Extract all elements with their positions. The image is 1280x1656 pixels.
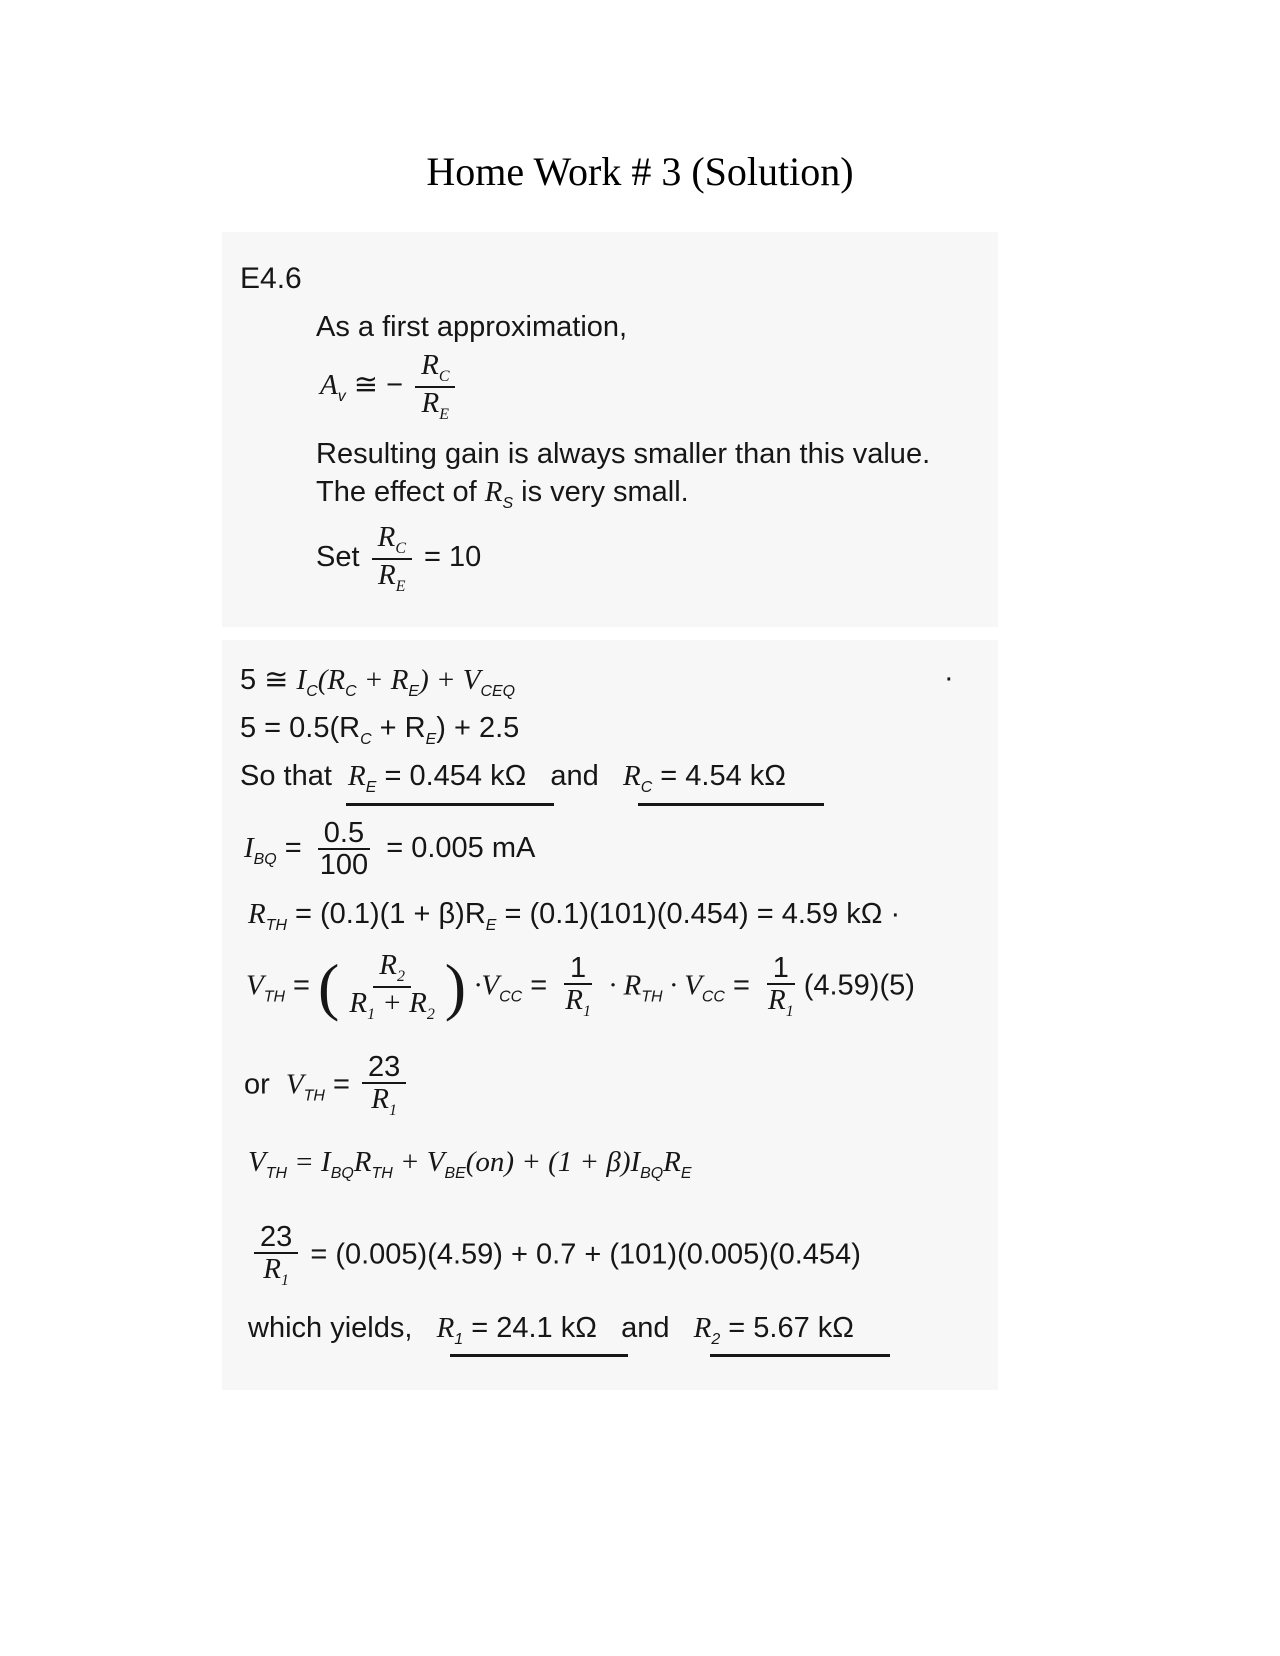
l1-d: + R xyxy=(356,664,409,696)
gain-num: R xyxy=(421,349,439,381)
set-den-sub: E xyxy=(395,577,406,595)
l2-b-sub: E xyxy=(425,730,437,748)
l1-a: 5 ≅ xyxy=(240,664,297,696)
set-den: R xyxy=(378,558,396,591)
rth-vcc: · R xyxy=(608,969,642,1002)
rth-vcc2: · V xyxy=(662,969,702,1002)
r1-a: R xyxy=(565,984,583,1017)
rth-dot: · xyxy=(890,898,901,930)
rc-result: R xyxy=(622,760,641,792)
one-a: 1 xyxy=(564,953,592,985)
eq-line-2 xyxy=(240,712,519,749)
kvl-d: + V xyxy=(392,1146,445,1178)
r2-result: R xyxy=(693,1312,712,1344)
vth-equation xyxy=(246,950,915,1024)
kvl-e-sub: BQ xyxy=(640,1164,664,1182)
div-num: R xyxy=(379,949,397,982)
23-over-r1-final xyxy=(254,1222,298,1290)
note2-sub: S xyxy=(502,494,514,512)
gain-num-sub: C xyxy=(438,367,450,385)
so-that-label: So that xyxy=(240,760,332,792)
ibq: I xyxy=(244,832,254,865)
l1-d-sub: E xyxy=(408,682,420,700)
intro-first-approx: As a first approximation, xyxy=(316,311,628,343)
underline-r2 xyxy=(710,1354,890,1357)
vth: V xyxy=(246,969,264,1002)
one-over-r1-b xyxy=(762,953,800,1021)
kvl-b: = I xyxy=(286,1146,331,1178)
note2-var: R xyxy=(484,476,503,508)
kvl-f: R xyxy=(663,1146,681,1178)
yields-line xyxy=(248,1312,854,1349)
left-paren: ( xyxy=(318,951,340,1022)
rth-expr-sub: E xyxy=(485,916,497,934)
vth-tail: (4.59)(5) xyxy=(803,969,915,1002)
vth-eq2: = xyxy=(530,969,548,1002)
and-1: and xyxy=(550,760,599,792)
l2-a: 5 = 0.5(R xyxy=(240,712,361,744)
page-title: Home Work # 3 (Solution) xyxy=(426,149,854,194)
underline-re xyxy=(346,803,554,806)
rth-sub: TH xyxy=(265,916,287,934)
div-den-b-sub: 2 xyxy=(426,1005,435,1023)
div-num-sub: 2 xyxy=(396,968,405,986)
gain-lhs: A xyxy=(320,369,338,402)
ibq-num: 0.5 xyxy=(318,818,370,850)
gain-den: R xyxy=(421,386,440,419)
rth-equation xyxy=(248,898,900,935)
rth-vcc-sub: TH xyxy=(641,988,663,1006)
div-den-a: R xyxy=(349,987,368,1019)
set-num-sub: C xyxy=(395,539,406,557)
23-over-r1 xyxy=(362,1052,406,1120)
one-over-r1-a xyxy=(559,953,597,1021)
div-den-a-sub: 1 xyxy=(367,1005,376,1023)
l2-b: + R xyxy=(371,712,426,744)
vth-eq3: = xyxy=(733,969,750,1002)
or-eq: = xyxy=(332,1068,350,1101)
kvl-equation xyxy=(248,1146,692,1183)
l2-a-sub: C xyxy=(360,730,372,748)
kvl-c-sub: TH xyxy=(371,1164,393,1182)
and-2: and xyxy=(621,1312,670,1344)
re-result-sub: E xyxy=(365,778,377,796)
r1-c: R xyxy=(371,1083,389,1116)
set-equation xyxy=(316,522,481,595)
underline-rc xyxy=(638,803,824,806)
eq-line-1 xyxy=(240,662,515,701)
vcc: ·V xyxy=(474,969,500,1002)
kvl-e: (on) + (1 + β)I xyxy=(465,1146,641,1178)
ibq-result: = 0.005 mA xyxy=(386,832,536,865)
l1-c-sub: C xyxy=(345,682,357,700)
n23-b: 23 xyxy=(254,1222,298,1254)
so-that-line xyxy=(240,760,786,797)
l1-e: ) + V xyxy=(419,664,481,696)
re-result: R xyxy=(348,760,366,792)
yields-label: which yields, xyxy=(248,1312,413,1344)
r2-result-sub: 2 xyxy=(711,1330,721,1348)
vth2-sub: TH xyxy=(303,1087,325,1105)
ibq-sub: BQ xyxy=(253,850,277,868)
vth2: V xyxy=(285,1068,304,1101)
r1-d: R xyxy=(263,1253,281,1286)
kvl-d-sub: BE xyxy=(444,1164,466,1182)
intro-note-2 xyxy=(316,476,689,513)
ibq-den: 100 xyxy=(319,849,369,882)
r1-result-sub: 1 xyxy=(454,1330,464,1348)
vth-sub: TH xyxy=(263,988,285,1006)
vth-eq: = xyxy=(293,969,310,1002)
r1-value: = 24.1 kΩ xyxy=(463,1312,597,1344)
ibq-eq: = xyxy=(284,832,302,865)
rth-result: = (0.1)(101)(0.454) = 4.59 kΩ xyxy=(496,898,883,930)
gain-equation xyxy=(320,350,459,423)
n23-a: 23 xyxy=(362,1052,406,1084)
ibq-fraction xyxy=(314,818,374,881)
r1-result: R xyxy=(436,1312,455,1344)
kvl-c: R xyxy=(353,1146,372,1178)
l1-c: (R xyxy=(317,664,346,696)
divider-fraction xyxy=(343,950,440,1023)
l2-c: ) + 2.5 xyxy=(436,712,520,744)
ibq-equation xyxy=(244,818,535,881)
kvl-b-sub: BQ xyxy=(330,1164,354,1182)
l1-e-sub: CEQ xyxy=(480,682,516,700)
r1-c-sub: 1 xyxy=(388,1102,397,1120)
set-value: = 10 xyxy=(424,541,482,574)
intro-note-1: Resulting gain is always smaller than this value. xyxy=(316,438,931,470)
or-label: or xyxy=(244,1068,270,1101)
r1-b-sub: 1 xyxy=(785,1003,794,1021)
kvl-f-sub: E xyxy=(680,1164,692,1182)
problem-label: E4.6 xyxy=(240,262,302,295)
rc-value: = 4.54 kΩ xyxy=(652,760,786,792)
r1-b: R xyxy=(768,984,786,1017)
final-equation xyxy=(250,1222,861,1290)
l1-b: I xyxy=(296,664,307,696)
one-b: 1 xyxy=(767,953,795,985)
stray-dot: · xyxy=(944,662,954,694)
l1-b-sub: C xyxy=(306,682,318,700)
set-fraction xyxy=(372,522,412,595)
r1-a-sub: 1 xyxy=(582,1003,591,1021)
rth-vcc2-sub: CC xyxy=(701,988,725,1006)
approx-sym: ≅ − xyxy=(353,369,404,402)
div-den-b: + R xyxy=(375,987,427,1019)
note2-post: is very small. xyxy=(521,476,689,508)
final-rhs: = (0.005)(4.59) + 0.7 + (101)(0.005)(0.454) xyxy=(310,1238,861,1271)
set-num: R xyxy=(377,521,396,553)
underline-r1 xyxy=(450,1354,628,1357)
rth: R xyxy=(248,898,266,930)
gain-fraction xyxy=(415,350,455,423)
r1-d-sub: 1 xyxy=(281,1272,289,1290)
note2-pre: The effect of xyxy=(316,476,477,508)
kvl-a-sub: TH xyxy=(265,1164,287,1182)
kvl-a: V xyxy=(248,1146,266,1178)
set-label: Set xyxy=(316,541,360,574)
gain-lhs-sub: v xyxy=(337,388,346,405)
or-equation xyxy=(244,1052,410,1120)
rth-expr: = (0.1)(1 + β)R xyxy=(286,898,486,930)
right-paren: ) xyxy=(444,951,467,1022)
gain-den-sub: E xyxy=(439,405,450,423)
r2-value: = 5.67 kΩ xyxy=(720,1312,854,1344)
rc-result-sub: C xyxy=(640,778,653,796)
re-value: = 0.454 kΩ xyxy=(376,760,527,792)
vcc-sub: CC xyxy=(499,988,523,1006)
